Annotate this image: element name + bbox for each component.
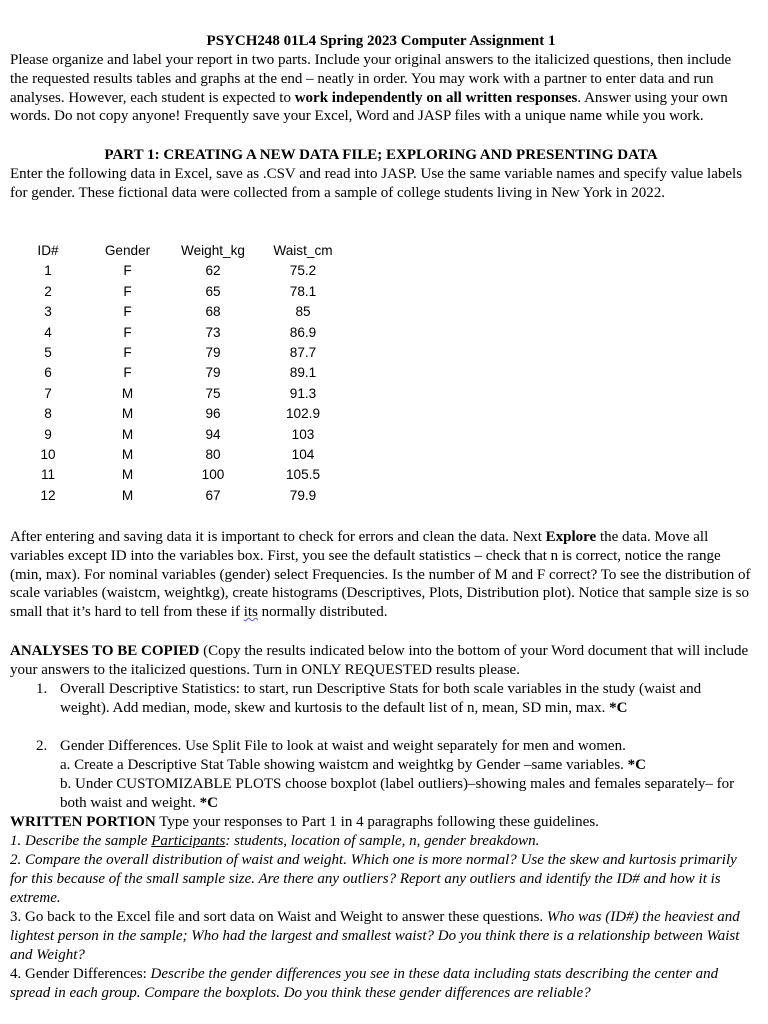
table-cell: M bbox=[121, 467, 134, 483]
table-cell: 7 bbox=[44, 385, 52, 401]
table-cell: F bbox=[123, 283, 132, 299]
explore-text-2: the data. Move all variables except ID into the variables box. First, you see the default statistics – check that n is correct, notice the range (min, max). For nominal variables (gender) select Frequencies. Is the number of M and F correct? To see the distribution of scale variables (waistcm, weightkg), create histograms (Descriptives, Plots, Distribution plot). Notice that sample size is so small that it’s hard to tell from these if bbox=[10, 529, 751, 621]
table-cell: 3 bbox=[44, 304, 52, 320]
question-2 bbox=[10, 851, 752, 907]
explore-text-1: After entering and saving data it is important to check for errors and clean the data. Next bbox=[10, 529, 546, 545]
table-cell: 75 bbox=[205, 385, 221, 401]
table-cell: 100 bbox=[201, 467, 225, 483]
part1-heading: PART 1: CREATING A NEW DATA FILE; EXPLORING AND PRESENTING DATA bbox=[104, 147, 658, 163]
question-4-text-b: Describe the gender differences you see in these data including stats describing the center and spread in each group. Compare the boxplots. Do you think these gender differences are reliable? bbox=[10, 966, 719, 1001]
analysis-item-2a-text: a. Create a Descriptive Stat Table showing waistcm and weightkg by Gender –same variables. bbox=[60, 757, 628, 773]
table-cell: 73 bbox=[205, 324, 221, 340]
question-3-text-a: 3. Go back to the Excel file and sort data on Waist and Weight to answer these questions. bbox=[10, 909, 547, 925]
spelling-flag-its: its bbox=[243, 604, 258, 621]
question-1-text-b: : students, location of sample, n, gender breakdown. bbox=[225, 833, 540, 849]
analysis-item-2b bbox=[60, 775, 750, 813]
explore-bold-text: Explore bbox=[545, 529, 597, 545]
copy-tag: *C bbox=[627, 757, 647, 773]
written-portion-text: Type your responses to Part 1 in 4 paragraphs following these guidelines. bbox=[155, 814, 599, 830]
analysis-item-2b-text: b. Under CUSTOMIZABLE PLOTS choose boxplot (label outliers)–showing males and females separately– for both waist and weight. bbox=[60, 776, 735, 811]
question-3 bbox=[10, 908, 752, 964]
table-cell: 68 bbox=[205, 304, 221, 320]
table-cell: 65 bbox=[205, 283, 221, 299]
analyses-paragraph bbox=[10, 642, 752, 680]
intro-text-2: . Answer using your own words. Do not copy anyone! Frequently save your Excel, Word and JASP files with a unique name while you work. bbox=[10, 89, 728, 125]
table-cell: F bbox=[123, 324, 132, 340]
table-cell: 85 bbox=[295, 304, 311, 320]
table-cell: 89.1 bbox=[289, 365, 317, 381]
question-3-text-b: Who was (ID#) the heaviest and lightest person in the sample; Who had the largest and smallest waist? Do you think there is a relationship between Waist and Weight? bbox=[10, 909, 740, 963]
written-portion-bold: WRITTEN PORTION bbox=[10, 814, 156, 830]
table-cell: M bbox=[121, 385, 134, 401]
table-cell: 8 bbox=[44, 406, 52, 422]
table-cell: 12 bbox=[40, 487, 56, 503]
analysis-item-1 bbox=[60, 680, 750, 718]
analysis-item-2: Gender Differences. Use Split File to look at waist and weight separately for men and women. bbox=[60, 738, 626, 754]
table-cell: 11 bbox=[40, 467, 56, 483]
explore-text-3: normally distributed. bbox=[257, 604, 388, 621]
table-cell: 87.7 bbox=[289, 344, 317, 360]
table-cell: 75.2 bbox=[289, 263, 317, 279]
question-1-underlined: Participants bbox=[151, 833, 226, 849]
table-cell: 5 bbox=[44, 344, 52, 360]
table-header-cell: ID# bbox=[37, 243, 59, 258]
table-cell: 79.9 bbox=[289, 487, 317, 503]
table-cell: 80 bbox=[205, 446, 221, 462]
table-cell: 9 bbox=[44, 426, 52, 442]
question-4-text-a: 4. Gender Differences: bbox=[10, 966, 151, 982]
question-4 bbox=[10, 965, 752, 1003]
table-header-cell: Gender bbox=[104, 243, 151, 258]
table-cell: 103 bbox=[291, 426, 315, 442]
analysis-item-1-text: Overall Descriptive Statistics: to start, run Descriptive Stats for both scale variables in the study (waist and weight). Add median, mode, skew and kurtosis to the default list of n, mean, SD min, max. bbox=[60, 681, 702, 716]
table-cell: 94 bbox=[205, 426, 221, 442]
copy-tag: *C bbox=[609, 699, 628, 716]
table-cell: 2 bbox=[44, 283, 52, 299]
table-cell: 67 bbox=[205, 487, 221, 503]
list-number-1: 1. bbox=[36, 681, 48, 697]
table-cell: 105.5 bbox=[285, 467, 321, 483]
table-cell: F bbox=[123, 365, 132, 381]
table-cell: M bbox=[121, 446, 134, 462]
table-header-cell: Weight_kg bbox=[181, 243, 245, 258]
intro-text-1: Please organize and label your report in two parts. Include your original answers to the italicized questions, then include the requested results tables and graphs at the end – neatly in order. You may work with a partner to enter data and run analyses. However, each student is expected to bbox=[10, 52, 732, 106]
table-cell: 79 bbox=[205, 344, 221, 360]
table-cell: 10 bbox=[40, 446, 56, 462]
question-2-text: 2. Compare the overall distribution of waist and weight. Which one is more normal? Use the skew and kurtosis primarily for this because of the small sample size. Are there any outliers? Report any outliers and identify the ID# and how it is extreme. bbox=[10, 852, 737, 906]
table-header-cell: Waist_cm bbox=[273, 243, 333, 258]
table-cell: F bbox=[123, 344, 132, 360]
table-cell: M bbox=[121, 487, 134, 503]
table-cell: 102.9 bbox=[285, 406, 321, 422]
table-cell: 78.1 bbox=[289, 283, 317, 299]
table-cell: 79 bbox=[205, 365, 221, 381]
part1-instructions: Enter the following data in Excel, save as .CSV and read into JASP. Use the same variable names and specify value labels for gender. These fictional data were collected from a sample of college students living in New York in 2022. bbox=[10, 166, 743, 201]
table-cell: 86.9 bbox=[289, 324, 317, 340]
table-cell: 6 bbox=[44, 365, 52, 381]
question-1-text-a: 1. Describe the sample bbox=[10, 833, 152, 849]
copy-tag: *C bbox=[199, 794, 218, 811]
table-cell: F bbox=[123, 304, 132, 320]
explore-paragraph bbox=[10, 528, 752, 622]
document-title: PSYCH248 01L4 Spring 2023 Computer Assignment 1 bbox=[206, 33, 556, 49]
table-cell: 62 bbox=[205, 263, 221, 279]
intro-paragraph bbox=[10, 51, 752, 126]
analyses-text: (Copy the results indicated below into the bottom of your Word document that will include your answers to the italicized questions. Turn in ONLY REQUESTED results please. bbox=[10, 643, 749, 678]
table-cell: 1 bbox=[44, 263, 52, 279]
table-cell: M bbox=[121, 406, 134, 422]
question-1 bbox=[10, 832, 752, 851]
written-portion-heading bbox=[10, 813, 752, 832]
analysis-item-2a bbox=[60, 756, 750, 775]
table-cell: M bbox=[121, 426, 134, 442]
list-number-2: 2. bbox=[36, 738, 48, 754]
table-cell: 91.3 bbox=[289, 385, 317, 401]
table-cell: 4 bbox=[44, 324, 52, 340]
table-cell: F bbox=[123, 263, 132, 279]
intro-bold-text: work independently on all written responses bbox=[294, 89, 578, 106]
table-cell: 104 bbox=[291, 446, 315, 462]
table-cell: 96 bbox=[205, 406, 221, 422]
analyses-heading: ANALYSES TO BE COPIED bbox=[10, 643, 200, 659]
